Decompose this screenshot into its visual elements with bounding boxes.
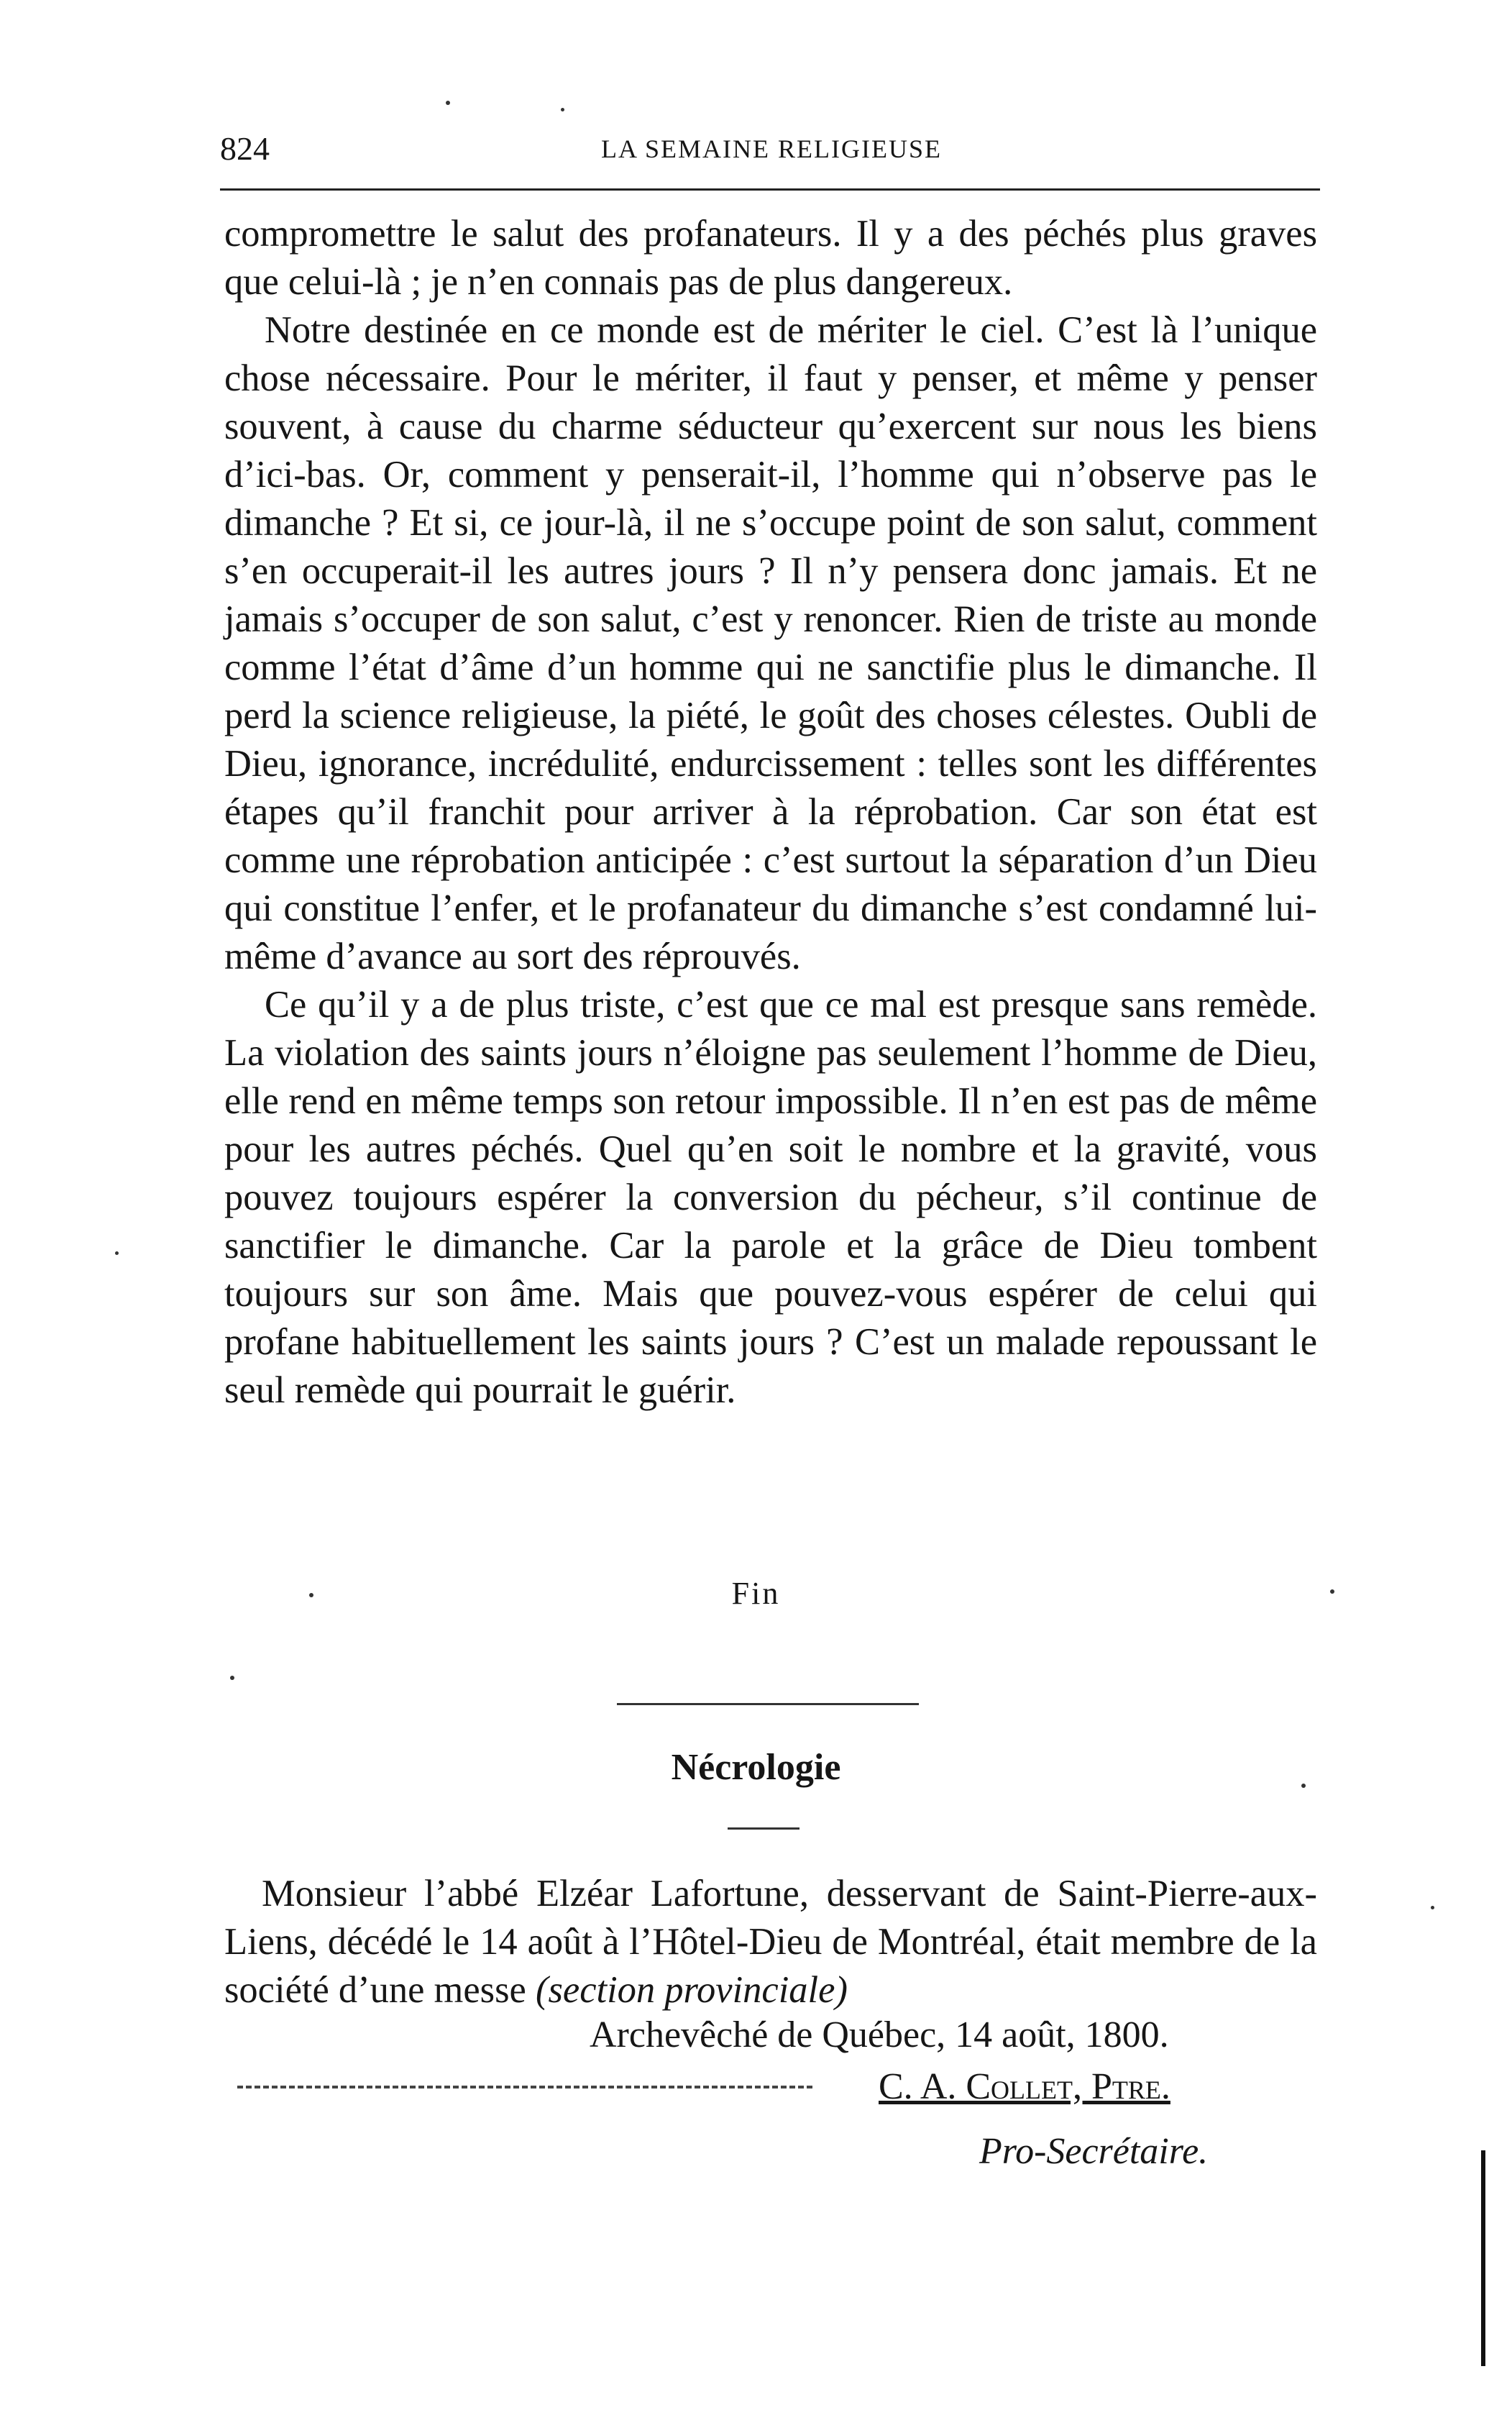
paragraph-3: Ce qu’il y a de plus triste, c’est que ce mal est presque sans remède. La violation des saints jours n’éloigne pas seulement l’homme de Dieu, elle rend en même temps son retour impossible. Il n’en est pas de même pour les autres péchés. Quel qu’en soit le nombre et la gravité, vous pouvez toujours espérer la conversion du pécheur, s’il continue de sanctifier le dimanche. Car la parole et la grâce de Dieu tombent toujours sur son âme. Mais que pouvez-vous espérer de celui qui profane habituellement les saints jours ? C’est un malade repoussant le seul remède qui pourrait le guérir. xyxy=(224,984,1317,1411)
scan-speck xyxy=(561,108,564,111)
margin-mark xyxy=(1481,2150,1485,2366)
scan-speck xyxy=(1431,1906,1434,1909)
signature: C. A. Collet, Ptre. xyxy=(879,2066,1170,2107)
obituary-text xyxy=(224,1870,1317,2014)
obituary-body: Monsieur l’abbé Elzéar Lafortune, desservant de Saint-Pierre-aux-Liens, décédé le 14 août à l’Hôtel-Dieu de Montréal, était membre de la société d’une messe xyxy=(224,1873,1317,2011)
scan-speck xyxy=(115,1251,119,1255)
signature-title: Pro-Secrétaire. xyxy=(979,2131,1209,2172)
paragraph-1: compromettre le salut des profanateurs. Il y a des péchés plus graves que celui-là ; je n’en connais pas de plus dangereux. xyxy=(224,213,1317,303)
leader-dots xyxy=(237,2086,812,2088)
header-rule xyxy=(220,188,1320,191)
necrologie-heading: Nécrologie xyxy=(671,1747,841,1788)
article-body xyxy=(224,210,1317,1415)
obituary-section: (section provinciale) xyxy=(535,1969,848,2011)
scan-speck xyxy=(1330,1589,1334,1594)
scan-speck xyxy=(446,101,450,105)
paragraph-2: Notre destinée en ce monde est de mériter le ciel. C’est là l’unique chose nécessaire. Pour le mériter, il faut y penser, et même y penser souvent, à cause du charme séducteur qu’exercent sur nous les biens d’ici-bas. Or, comment y penserait-il, l’homme qui n’observe pas le dimanche ? Et si, ce jour-là, il ne s’occupe point de son salut, comment s’en occuperait-il les autres jours ? Il n’y pensera donc jamais. Et ne jamais s’occuper de son salut, c’est y renoncer. Rien de triste au monde comme l’état d’âme d’un homme qui ne sanctifie plus le dimanche. Il perd la science religieuse, la piété, le goût des choses célestes. Oubli de Dieu, ignorance, incrédulité, endurcissement : telles sont les différentes étapes qu’il franchit pour arriver à la réprobation. Car son état est comme une réprobation anticipée : c’est surtout la séparation d’un Dieu qui constitue l’enfer, et le profanateur du dimanche s’est condamné lui-même d’avance au sort des réprouvés. xyxy=(224,309,1317,977)
place-date-line: Archevêché de Québec, 14 août, 1800. xyxy=(590,2014,1169,2055)
scan-speck xyxy=(230,1676,234,1680)
page-number: 824 xyxy=(220,130,270,167)
page-header xyxy=(220,129,1320,180)
scan-speck xyxy=(309,1593,313,1597)
short-divider xyxy=(728,1827,799,1830)
running-title: LA SEMAINE RELIGIEUSE xyxy=(601,134,942,163)
fin-marker: Fin xyxy=(731,1576,781,1611)
scan-speck xyxy=(1301,1784,1306,1788)
obituary-notice xyxy=(224,1870,1317,2014)
section-divider xyxy=(617,1703,919,1705)
